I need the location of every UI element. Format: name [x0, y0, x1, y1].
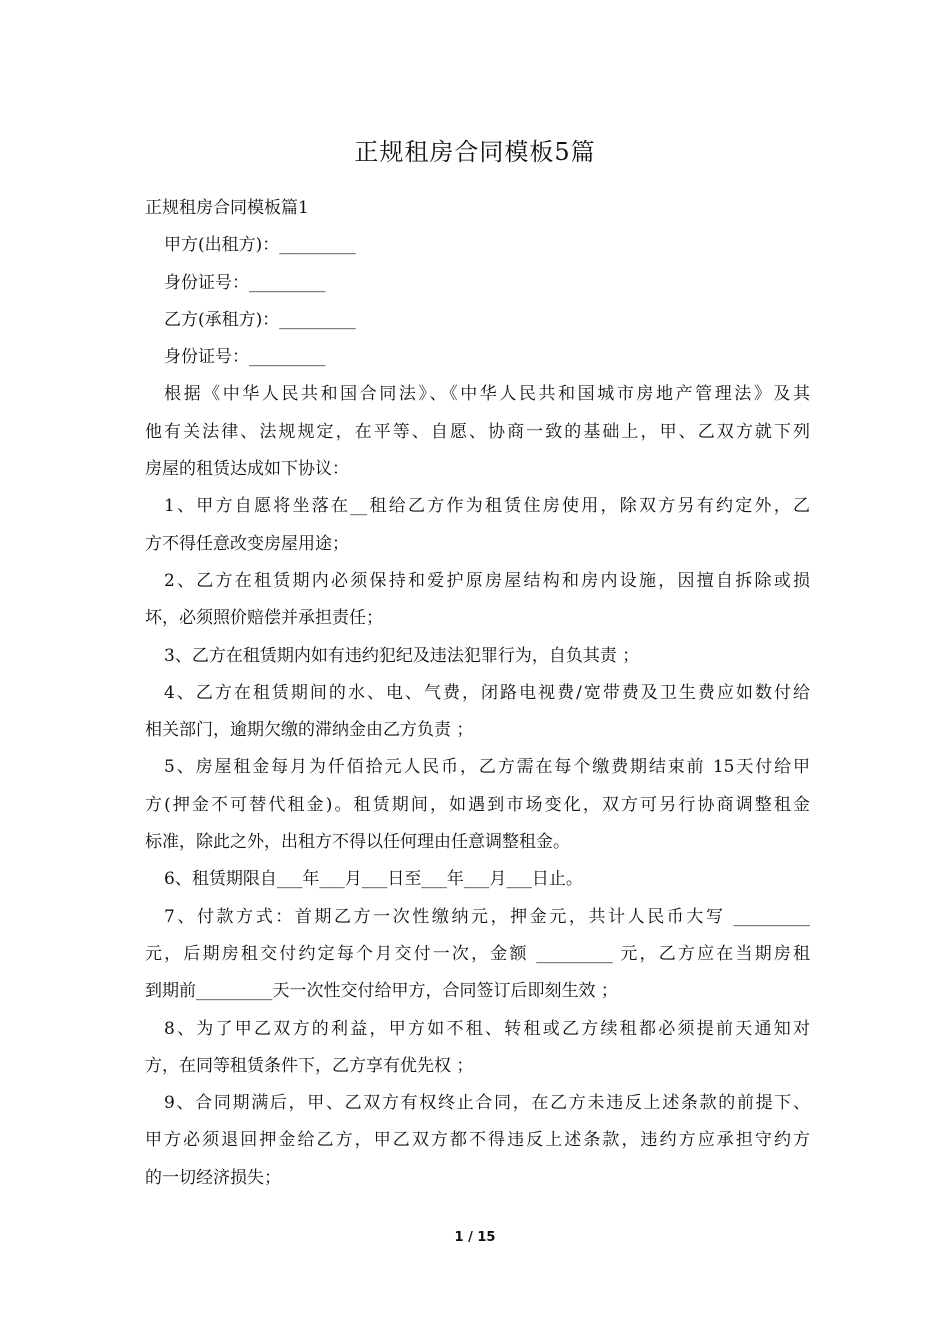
document-title: 正规租房合同模板5篇 — [354, 138, 596, 166]
paragraph-line: 乙方(承租方)：_________ — [164, 309, 356, 330]
paragraph-line: 8、为了甲乙双方的利益，甲方如不租、转租或乙方续租都必须提前天通知对 — [164, 1018, 810, 1039]
paragraph-line: 甲方必须退回押金给乙方，甲乙双方都不得违反上述条款，违约方应承担守约方 — [145, 1130, 810, 1151]
paragraph-line: 到期前_________天一次性交付给甲方，合同签订后即刻生效 ； — [145, 981, 618, 1002]
section-heading: 正规租房合同模板篇1 — [145, 198, 309, 218]
paragraph-line: 身份证号：_________ — [164, 347, 326, 368]
paragraph-line: 的一切经济损失； — [145, 1167, 281, 1188]
paragraph-line: 元，后期房租交付约定每个月交付一次，金额 _________ 元，乙方应在当期房租 — [145, 943, 810, 964]
paragraph-line: 9、合同期满后，甲、乙双方有权终止合同，在乙方未违反上述条款的前提下、 — [164, 1093, 810, 1114]
paragraph-line: 坏，必须照价赔偿并承担责任； — [145, 608, 383, 629]
paragraph-line: 身份证号：_________ — [164, 272, 326, 293]
paragraph-line: 甲方(出租方)：_________ — [164, 235, 356, 256]
paragraph-line: 相关部门，逾期欠缴的滞纳金由乙方负责 ； — [145, 720, 474, 741]
paragraph-line: 1、甲方自愿将坐落在__租给乙方作为租赁住房使用，除双方另有约定外，乙 — [164, 496, 810, 517]
paragraph-line: 3、乙方在租赁期内如有违约犯纪及违法犯罪行为，自负其责 ； — [164, 645, 640, 666]
paragraph-line: 标准，除此之外，出租方不得以任何理由任意调整租金。 — [145, 832, 570, 853]
paragraph-line: 5、房屋租金每月为仟佰拾元人民币，乙方需在每个缴费期结束前 15天付给甲 — [164, 757, 810, 778]
paragraph-line: 房屋的租赁达成如下协议： — [145, 459, 349, 480]
page-number: 1 / 15 — [454, 1230, 496, 1245]
paragraph-line: 他有关法律、法规规定，在平等、自愿、协商一致的基础上，甲、乙双方就下列 — [145, 421, 810, 442]
document-body — [145, 190, 810, 1197]
paragraph-line: 方(押金不可替代租金)。租赁期间，如遇到市场变化，双方可另行协商调整租金 — [145, 794, 810, 815]
paragraph-line: 6、租赁期限自___年___月___日至___年___月___日止。 — [164, 869, 583, 890]
paragraph-line: 4、乙方在租赁期间的水、电、气费，闭路电视费/宽带费及卫生费应如数付给 — [164, 682, 810, 703]
paragraph-line: 2、乙方在租赁期内必须保持和爱护原房屋结构和房内设施，因擅自拆除或损 — [164, 570, 810, 591]
paragraph-line: 7、付款方式：首期乙方一次性缴纳元，押金元，共计人民币大写 _________ — [164, 906, 810, 927]
paragraph-line: 方不得任意改变房屋用途； — [145, 533, 349, 554]
paragraph-line: 根据《中华人民共和国合同法》、《中华人民共和国城市房地产管理法》及其 — [164, 384, 810, 405]
paragraph-line: 方，在同等租赁条件下，乙方享有优先权 ； — [145, 1055, 474, 1076]
